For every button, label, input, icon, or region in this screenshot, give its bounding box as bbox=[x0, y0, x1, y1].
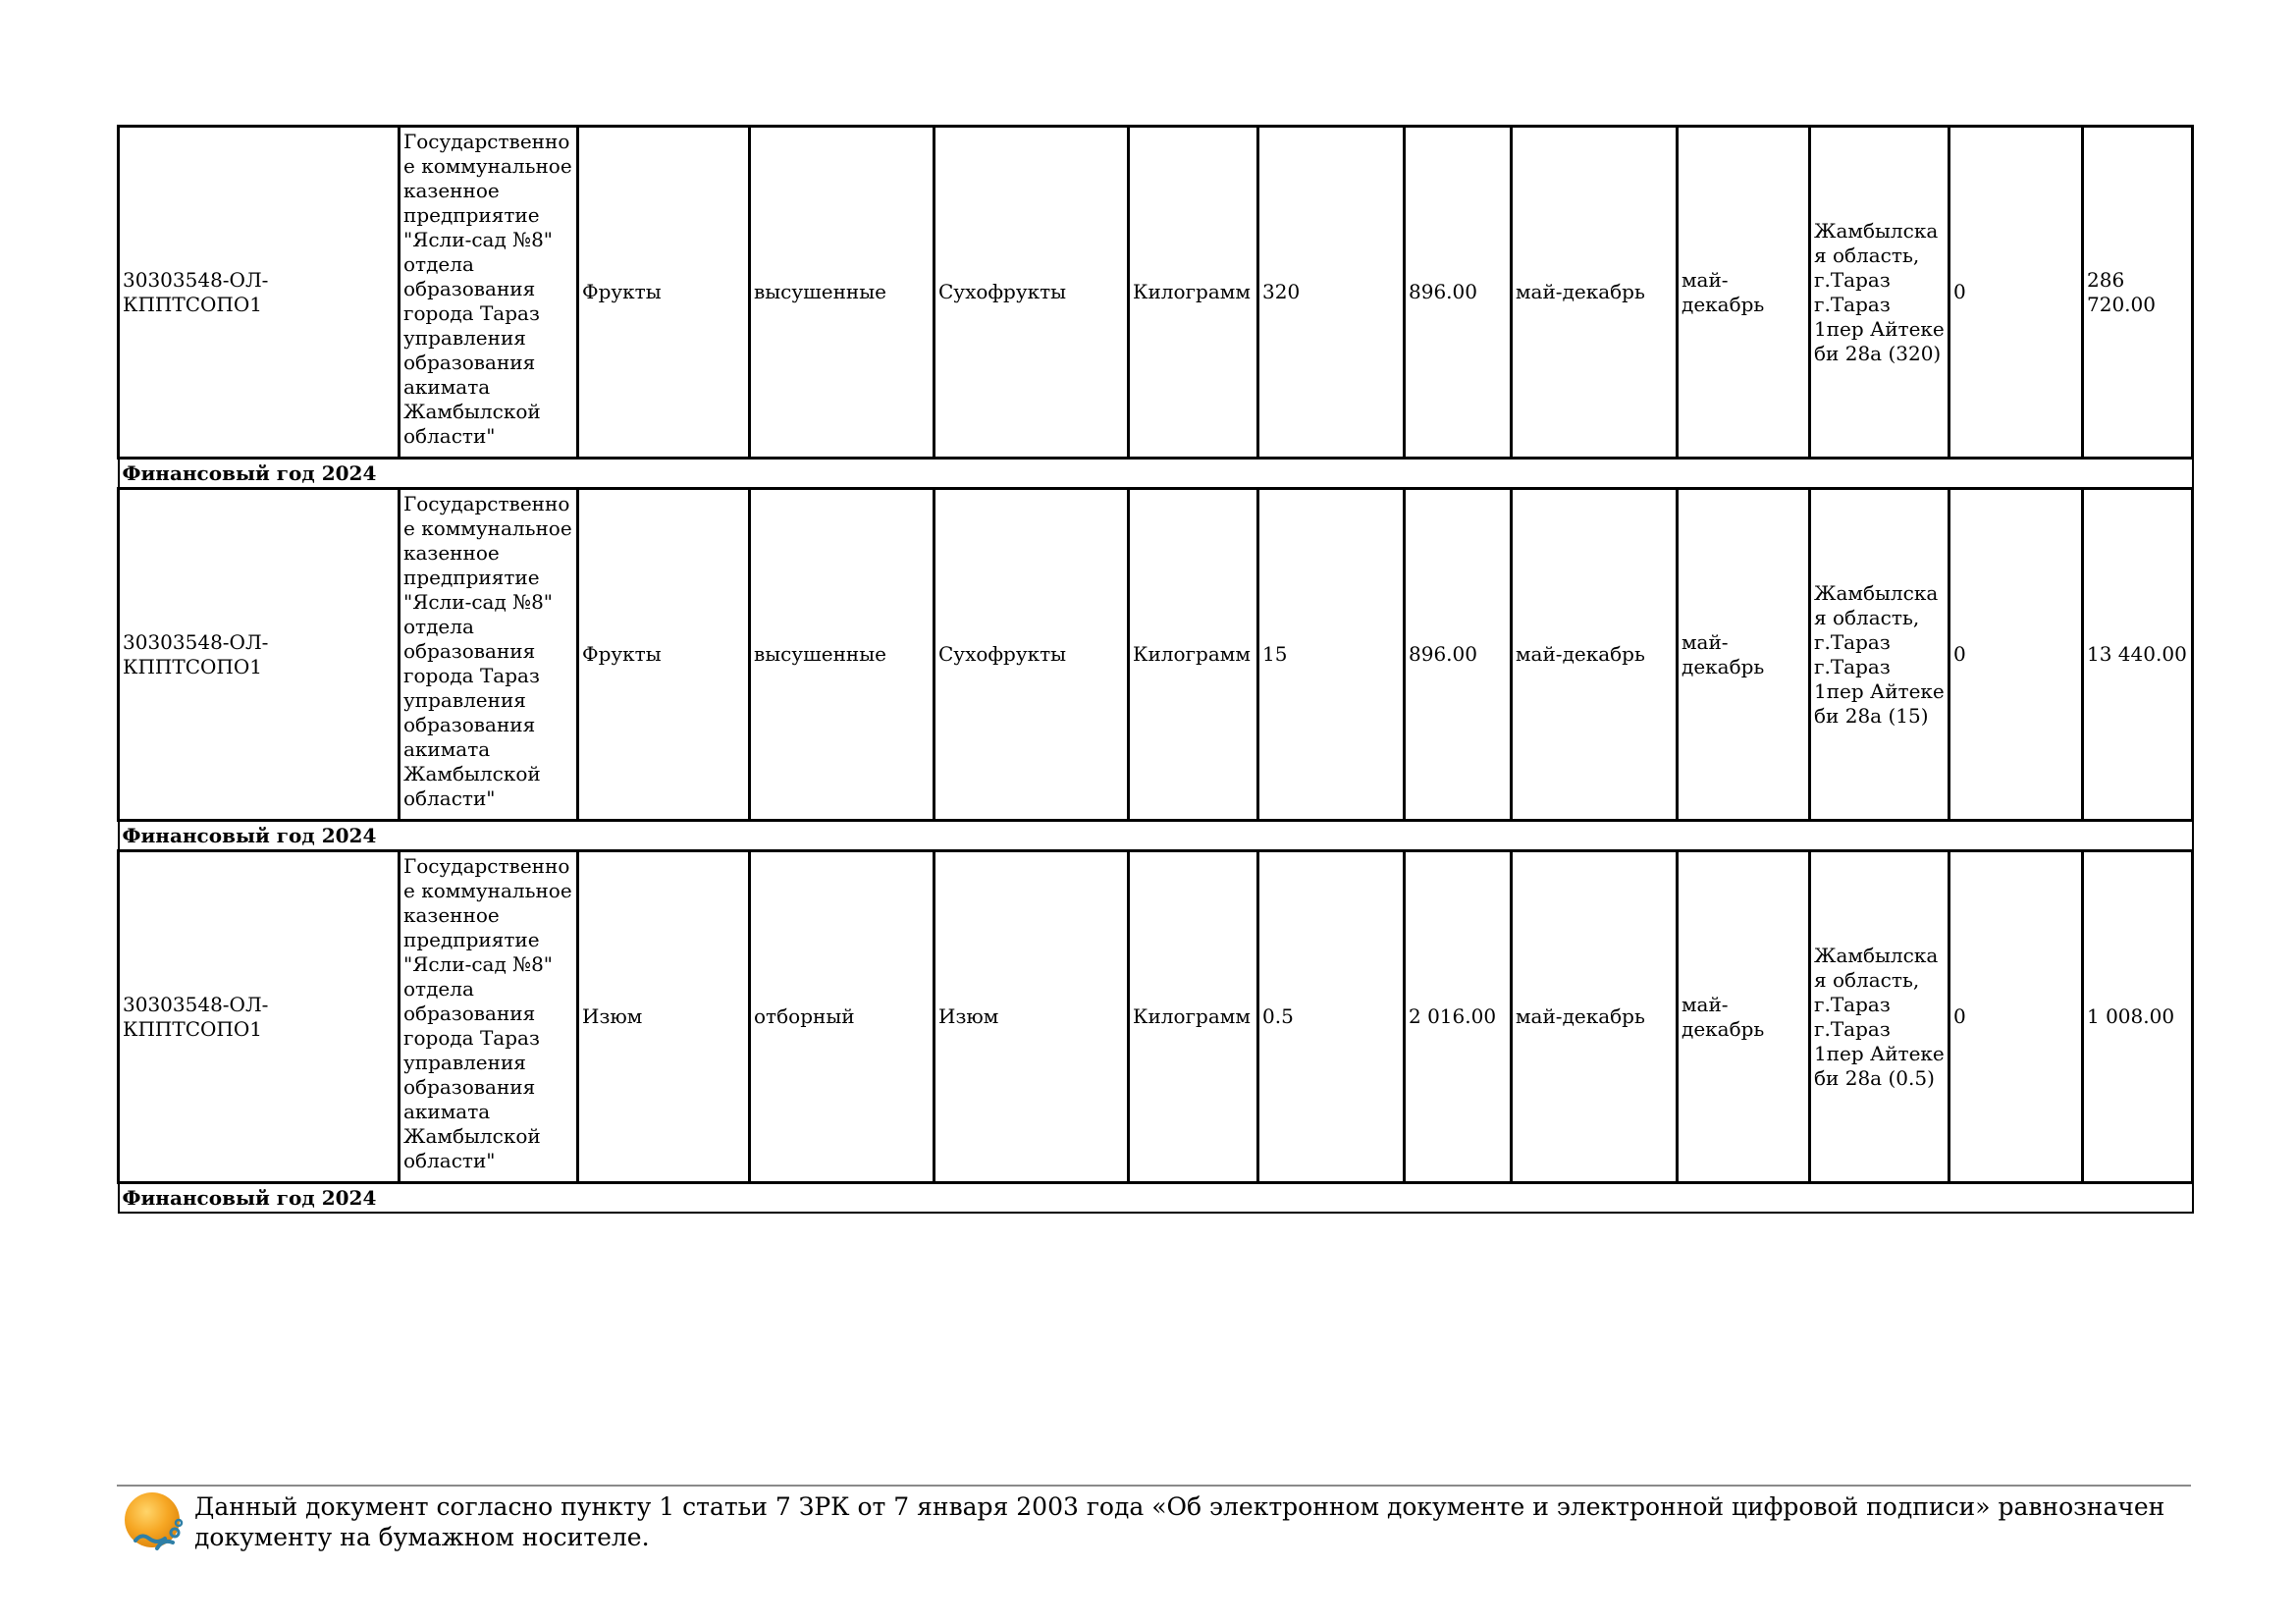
cell-period: май-декабрь bbox=[1512, 127, 1678, 459]
cell-quantity: 0.5 bbox=[1258, 851, 1405, 1183]
cell-name: Изюм bbox=[578, 851, 750, 1183]
cell-customer: Государственное коммунальное казенное предприятие "Ясли-сад №8" отдела образования города Тараз управления образования акимата Жамбылской области" bbox=[400, 127, 578, 459]
cell-delivery-period: май-декабрь bbox=[1678, 127, 1810, 459]
cell-price: 896.00 bbox=[1405, 127, 1512, 459]
fiscal-year-row bbox=[119, 459, 2193, 489]
cell-name: Фрукты bbox=[578, 127, 750, 459]
legal-notice: Данный документ согласно пункту 1 статьи 7 ЗРК от 7 января 2003 года «Об электронном документе и электронной цифровой подписи» равнозначен документу на бумажном носителе. bbox=[194, 1492, 2165, 1551]
cell-period: май-декабрь bbox=[1512, 489, 1678, 821]
cell-id: 30303548-ОЛ-КППТСОПО1 bbox=[119, 489, 400, 821]
fiscal-year-row bbox=[119, 1183, 2193, 1214]
cell-total: 13 440.00 bbox=[2083, 489, 2193, 821]
cell-quantity: 320 bbox=[1258, 127, 1405, 459]
table-row bbox=[119, 851, 2193, 1183]
table-row bbox=[119, 127, 2193, 459]
cell-name: Фрукты bbox=[578, 489, 750, 821]
fiscal-year-label: Финансовый год 2024 bbox=[119, 459, 2193, 489]
cell-delivery-place: Жамбылская область, г.Тараз г.Тараз 1пер Айтеке би 28а (320) bbox=[1810, 127, 1949, 459]
cell-delivery-period: май-декабрь bbox=[1678, 489, 1810, 821]
cell-id: 30303548-ОЛ-КППТСОПО1 bbox=[119, 127, 400, 459]
fiscal-year-label: Финансовый год 2024 bbox=[119, 1183, 2193, 1214]
cell-total: 1 008.00 bbox=[2083, 851, 2193, 1183]
cell-customer: Государственное коммунальное казенное предприятие "Ясли-сад №8" отдела образования города Тараз управления образования акимата Жамбылской области" bbox=[400, 489, 578, 821]
cell-characteristic: отборный bbox=[750, 851, 934, 1183]
cell-delivery-place: Жамбылская область, г.Тараз г.Тараз 1пер Айтеке би 28а (0.5) bbox=[1810, 851, 1949, 1183]
cell-total: 286 720.00 bbox=[2083, 127, 2193, 459]
cell-delivery-period: май-декабрь bbox=[1678, 851, 1810, 1183]
cell-extra-characteristic: Сухофрукты bbox=[934, 489, 1129, 821]
cell-id: 30303548-ОЛ-КППТСОПО1 bbox=[119, 851, 400, 1183]
fiscal-year-row bbox=[119, 821, 2193, 851]
cell-advance: 0 bbox=[1949, 127, 2083, 459]
cell-characteristic: высушенные bbox=[750, 127, 934, 459]
cell-extra-characteristic: Изюм bbox=[934, 851, 1129, 1183]
footer-divider bbox=[117, 1485, 2191, 1487]
cell-unit: Килограмм bbox=[1129, 851, 1258, 1183]
procurement-plan-table bbox=[117, 125, 2194, 1214]
e-signature-seal-icon bbox=[122, 1489, 187, 1554]
cell-period: май-декабрь bbox=[1512, 851, 1678, 1183]
fiscal-year-label: Финансовый год 2024 bbox=[119, 821, 2193, 851]
table-row bbox=[119, 489, 2193, 821]
cell-price: 2 016.00 bbox=[1405, 851, 1512, 1183]
cell-characteristic: высушенные bbox=[750, 489, 934, 821]
cell-customer: Государственное коммунальное казенное предприятие "Ясли-сад №8" отдела образования города Тараз управления образования акимата Жамбылской области" bbox=[400, 851, 578, 1183]
cell-quantity: 15 bbox=[1258, 489, 1405, 821]
cell-unit: Килограмм bbox=[1129, 127, 1258, 459]
cell-unit: Килограмм bbox=[1129, 489, 1258, 821]
cell-advance: 0 bbox=[1949, 851, 2083, 1183]
cell-advance: 0 bbox=[1949, 489, 2083, 821]
cell-extra-characteristic: Сухофрукты bbox=[934, 127, 1129, 459]
cell-delivery-place: Жамбылская область, г.Тараз г.Тараз 1пер Айтеке би 28а (15) bbox=[1810, 489, 1949, 821]
cell-price: 896.00 bbox=[1405, 489, 1512, 821]
